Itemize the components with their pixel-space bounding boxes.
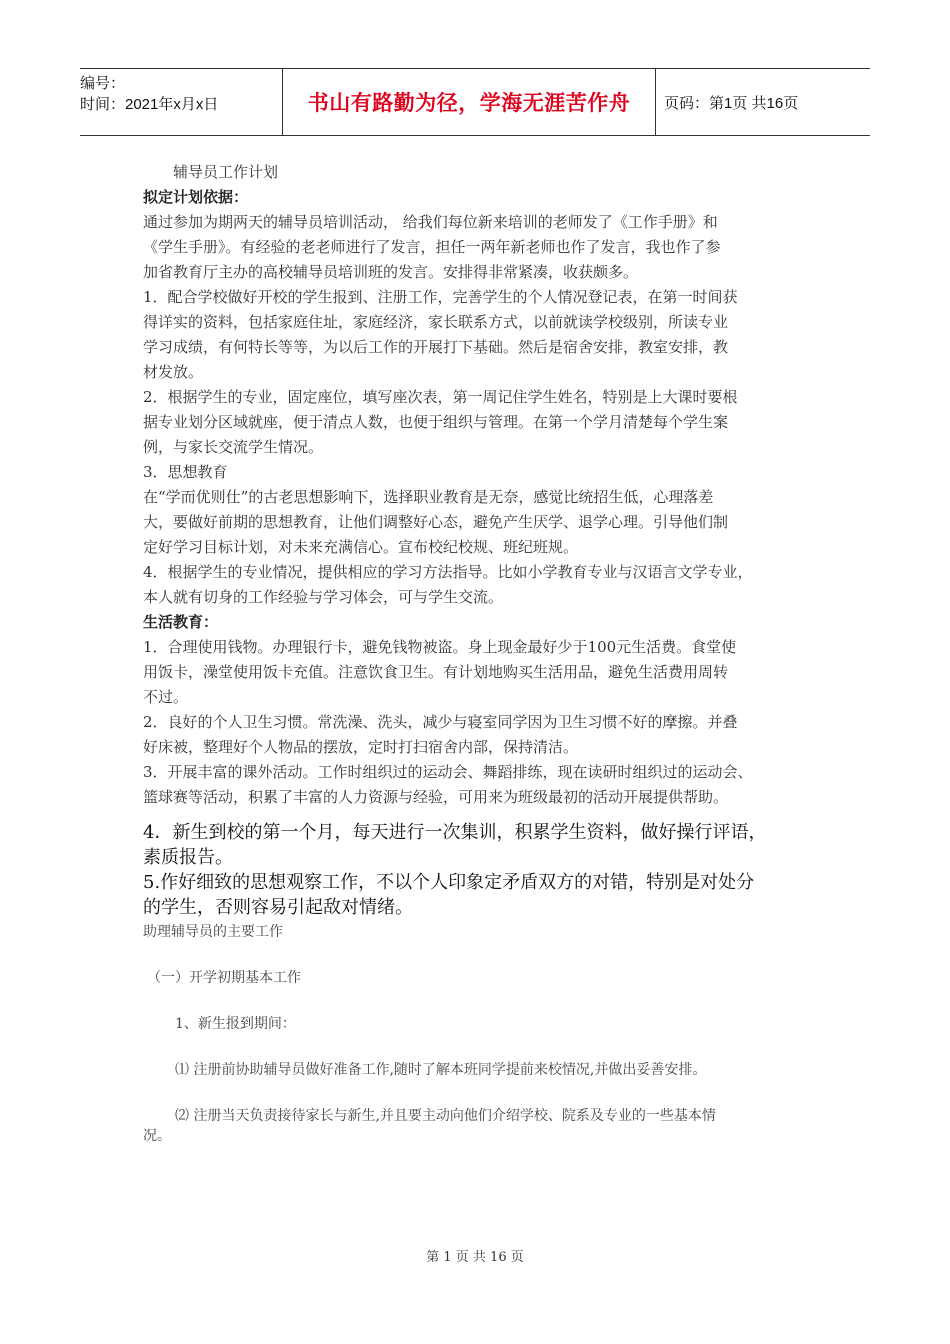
- page-info: 页码：第1页 共16页: [664, 94, 799, 112]
- paragraph-line: 学习成绩，有何特长等等，为以后工作的开展打下基础。然后是宿舍安排，教室安排，教: [143, 338, 729, 356]
- paragraph-line: 加省教育厅主办的高校辅导员培训班的发言。安排得非常紧凑，收获颇多。: [143, 263, 639, 281]
- document-header: [80, 68, 870, 136]
- paragraph-line: 用饭卡，澡堂使用饭卡充值。注意饮食卫生。有计划地购买生活用品，避免生活费用周转: [143, 663, 729, 681]
- header-meta: [80, 69, 282, 135]
- paragraph-line: 5.作好细致的思想观察工作，不以个人印象定矛盾双方的对错，特别是对处分: [143, 872, 755, 893]
- life-heading: 生活教育：: [143, 613, 219, 631]
- paragraph-line: 据专业划分区域就座，便于清点人数，也便于组织与管理。在第一个学月清楚每个学生案: [143, 413, 729, 431]
- basis-heading: 拟定计划依据：: [143, 188, 249, 206]
- paragraph-line: 大，要做好前期的思想教育，让他们调整好心态，避免产生厌学、退学心理。引导他们制: [143, 513, 729, 531]
- paragraph-line: 例，与家长交流学生情况。: [143, 438, 324, 456]
- document-body: [143, 160, 823, 1146]
- header-page-cell: [656, 69, 870, 135]
- section-heading: （一）开学初期基本工作: [147, 970, 301, 986]
- paragraph-line: 在“学而优则仕”的古老思想影响下，选择职业教育是无奈，感觉比统招生低，心理落差: [143, 488, 714, 506]
- list-item-continued: 况。: [143, 1128, 171, 1144]
- paragraph-line: 2．良好的个人卫生习惯。常洗澡、洗头，减少与寝室同学因为卫生习惯不好的摩擦。并叠: [143, 713, 738, 731]
- assistant-heading: 助理辅导员的主要工作: [143, 924, 283, 940]
- paragraph-line: 素质报告。: [143, 847, 233, 868]
- spacer: [143, 810, 823, 820]
- paragraph-line: 的学生，否则容易引起敌对情绪。: [143, 897, 413, 918]
- paragraph-line: 不过。: [143, 688, 189, 706]
- paragraph-line: 定好学习目标计划，对未来充满信心。宣布校纪校规、班纪班规。: [143, 538, 579, 556]
- list-item: ⑵ 注册当天负责接待家长与新生,并且要主动向他们介绍学校、院系及专业的一些基本情: [175, 1108, 716, 1124]
- paragraph-line: 1．配合学校做好开校的学生报到、注册工作，完善学生的个人情况登记表，在第一时间获: [143, 288, 738, 306]
- time-label: 时间：2021年x月x日: [80, 96, 219, 113]
- document-title: 辅导员工作计划: [173, 163, 279, 181]
- item3-heading: 3．思想教育: [143, 463, 228, 481]
- paragraph-line: 4．根据学生的专业情况，提供相应的学习方法指导。比如小学教育专业与汉语言文学专业，: [143, 563, 753, 581]
- page-footer: 第 1 页 共 16 页: [426, 1250, 524, 1265]
- list-item: ⑴ 注册前协助辅导员做好准备工作,随时了解本班同学提前来校情况,并做出妥善安排。: [175, 1062, 707, 1078]
- paragraph-line: 本人就有切身的工作经验与学习体会，可与学生交流。: [143, 588, 504, 606]
- motto-text: 书山有路勤为径，学海无涯苦作舟: [307, 91, 631, 115]
- paragraph-line: 1．合理使用钱物。办理银行卡，避免钱物被盗。身上现金最好少于100元生活费。食堂使: [143, 638, 737, 656]
- header-motto-cell: [282, 69, 656, 135]
- paragraph-line: 好床被，整理好个人物品的摆放，定时打扫宿舍内部，保持清洁。: [143, 738, 579, 756]
- paragraph-line: 4．新生到校的第一个月，每天进行一次集训，积累学生资料，做好操行评语，: [143, 822, 767, 843]
- paragraph-line: 通过参加为期两天的辅导员培训活动， 给我们每位新来培训的老师发了《工作手册》和: [143, 213, 718, 231]
- paragraph-line: 3．开展丰富的课外活动。工作时组织过的运动会、舞蹈排练，现在读研时组织过的运动会、: [143, 763, 753, 781]
- paragraph-line: 《学生手册》。有经验的老老师进行了发言，担任一两年新老师也作了发言，我也作了参: [143, 238, 721, 256]
- sub-heading: 1、新生报到期间：: [175, 1016, 296, 1032]
- number-label: 编号：: [80, 75, 126, 92]
- paragraph-line: 篮球赛等活动，积累了丰富的人力资源与经验，可用来为班级最初的活动开展提供帮助。: [143, 788, 729, 806]
- paragraph-line: 得详实的资料，包括家庭住址，家庭经济，家长联系方式，以前就读学校级别，所读专业: [143, 313, 729, 331]
- paragraph-line: 材发放。: [143, 363, 204, 381]
- paragraph-line: 2．根据学生的专业，固定座位，填写座次表，第一周记住学生姓名，特别是上大课时要根: [143, 388, 738, 406]
